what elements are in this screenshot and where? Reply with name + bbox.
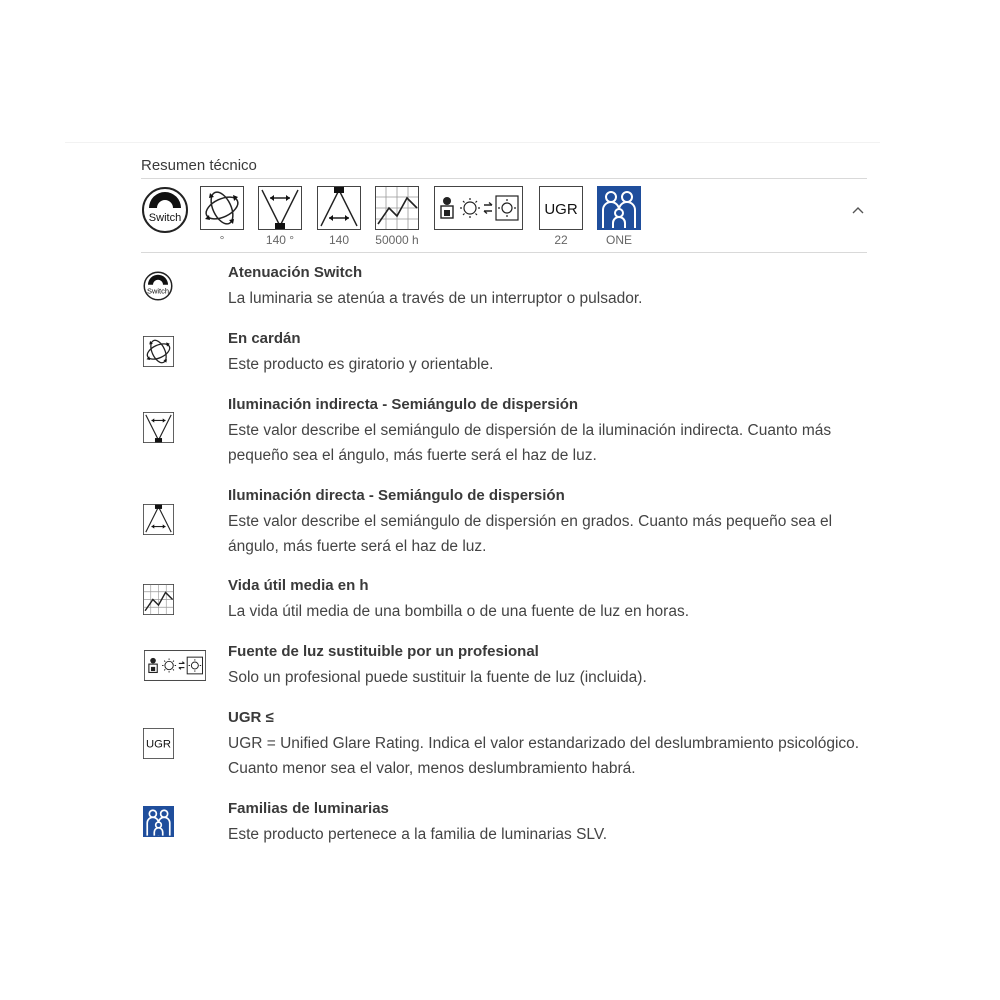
top-divider — [65, 142, 880, 143]
feature-title: Atenuación Switch — [228, 264, 363, 281]
feature-description: Este valor describe el semiángulo de dispersión en grados. Cuanto más pequeño sea el ángulo, más fuerte será el haz de luz. — [228, 513, 833, 555]
feature-description: Solo un profesional puede sustituir la fuente de luz (incluida). — [228, 669, 647, 686]
summary-caption: ONE — [605, 233, 632, 247]
feature-title: Vida útil media en h — [228, 577, 369, 594]
summary-item-ugr — [539, 186, 583, 247]
chevron-up-icon[interactable] — [850, 204, 866, 216]
summary-item-switch — [141, 186, 189, 234]
gimbal-rotate-icon — [200, 186, 244, 230]
ugr-icon — [143, 728, 174, 759]
lifetime-chart-icon — [375, 186, 419, 230]
gimbal-rotate-icon — [143, 336, 174, 367]
feature-title: Familias de luminarias — [228, 800, 389, 817]
svg-text:UGR: UGR — [544, 201, 578, 218]
luminaire-family-icon — [597, 186, 641, 230]
feature-title: Iluminación indirecta - Semiángulo de dispersión — [228, 396, 579, 413]
svg-text:Switch: Switch — [148, 212, 182, 224]
svg-text:Switch: Switch — [146, 286, 170, 296]
switch-dimming-icon — [143, 271, 173, 301]
feature-title: Iluminación directa - Semiángulo de dispersión — [228, 487, 565, 504]
feature-description: Este producto es giratorio y orientable. — [228, 356, 494, 373]
summary-caption: 140 — [328, 233, 350, 247]
header-divider — [141, 178, 867, 179]
direct-beam-angle-icon — [317, 186, 361, 230]
summary-item-indirect — [258, 186, 302, 247]
lifetime-chart-icon — [143, 584, 174, 615]
summary-caption: 50000 h — [375, 233, 419, 247]
direct-beam-angle-icon — [143, 504, 174, 535]
section-title: Resumen técnico — [141, 157, 257, 174]
feature-title: En cardán — [228, 330, 301, 347]
summary-item-replaceable — [434, 186, 523, 230]
feature-title: Fuente de luz sustituible por un profesional — [228, 643, 539, 660]
summary-item-direct — [317, 186, 361, 247]
switch-dimming-icon — [141, 186, 189, 234]
feature-description: Este valor describe el semiángulo de dispersión de la iluminación indirecta. Cuanto más pequeño sea el ángulo, más fuerte será el haz de luz. — [228, 422, 832, 464]
replaceable-light-source-icon — [434, 186, 523, 230]
replaceable-light-source-icon — [144, 650, 206, 681]
ugr-icon — [539, 186, 583, 230]
summary-item-lifetime — [375, 186, 419, 247]
feature-description: La vida útil media de una bombilla o de una fuente de luz en horas. — [228, 603, 690, 620]
summary-caption: 140 ° — [265, 233, 295, 247]
indirect-beam-angle-icon — [143, 412, 174, 443]
summary-item-family — [597, 186, 641, 247]
strip-divider — [141, 252, 867, 253]
feature-description: Este producto pertenece a la familia de luminarias SLV. — [228, 826, 608, 843]
svg-text:UGR: UGR — [145, 738, 172, 751]
summary-item-gimbal — [200, 186, 244, 247]
luminaire-family-icon — [143, 806, 174, 837]
feature-title: UGR ≤ — [228, 709, 274, 726]
summary-caption: 22 — [554, 233, 568, 247]
feature-description: UGR = Unified Glare Rating. Indica el valor estandarizado del deslumbramiento psicológico. Cuanto menor sea el valor, menos deslumbramiento habrá. — [228, 735, 860, 777]
summary-caption: ° — [219, 233, 225, 247]
feature-description: La luminaria se atenúa a través de un interruptor o pulsador. — [228, 290, 643, 307]
indirect-beam-angle-icon — [258, 186, 302, 230]
